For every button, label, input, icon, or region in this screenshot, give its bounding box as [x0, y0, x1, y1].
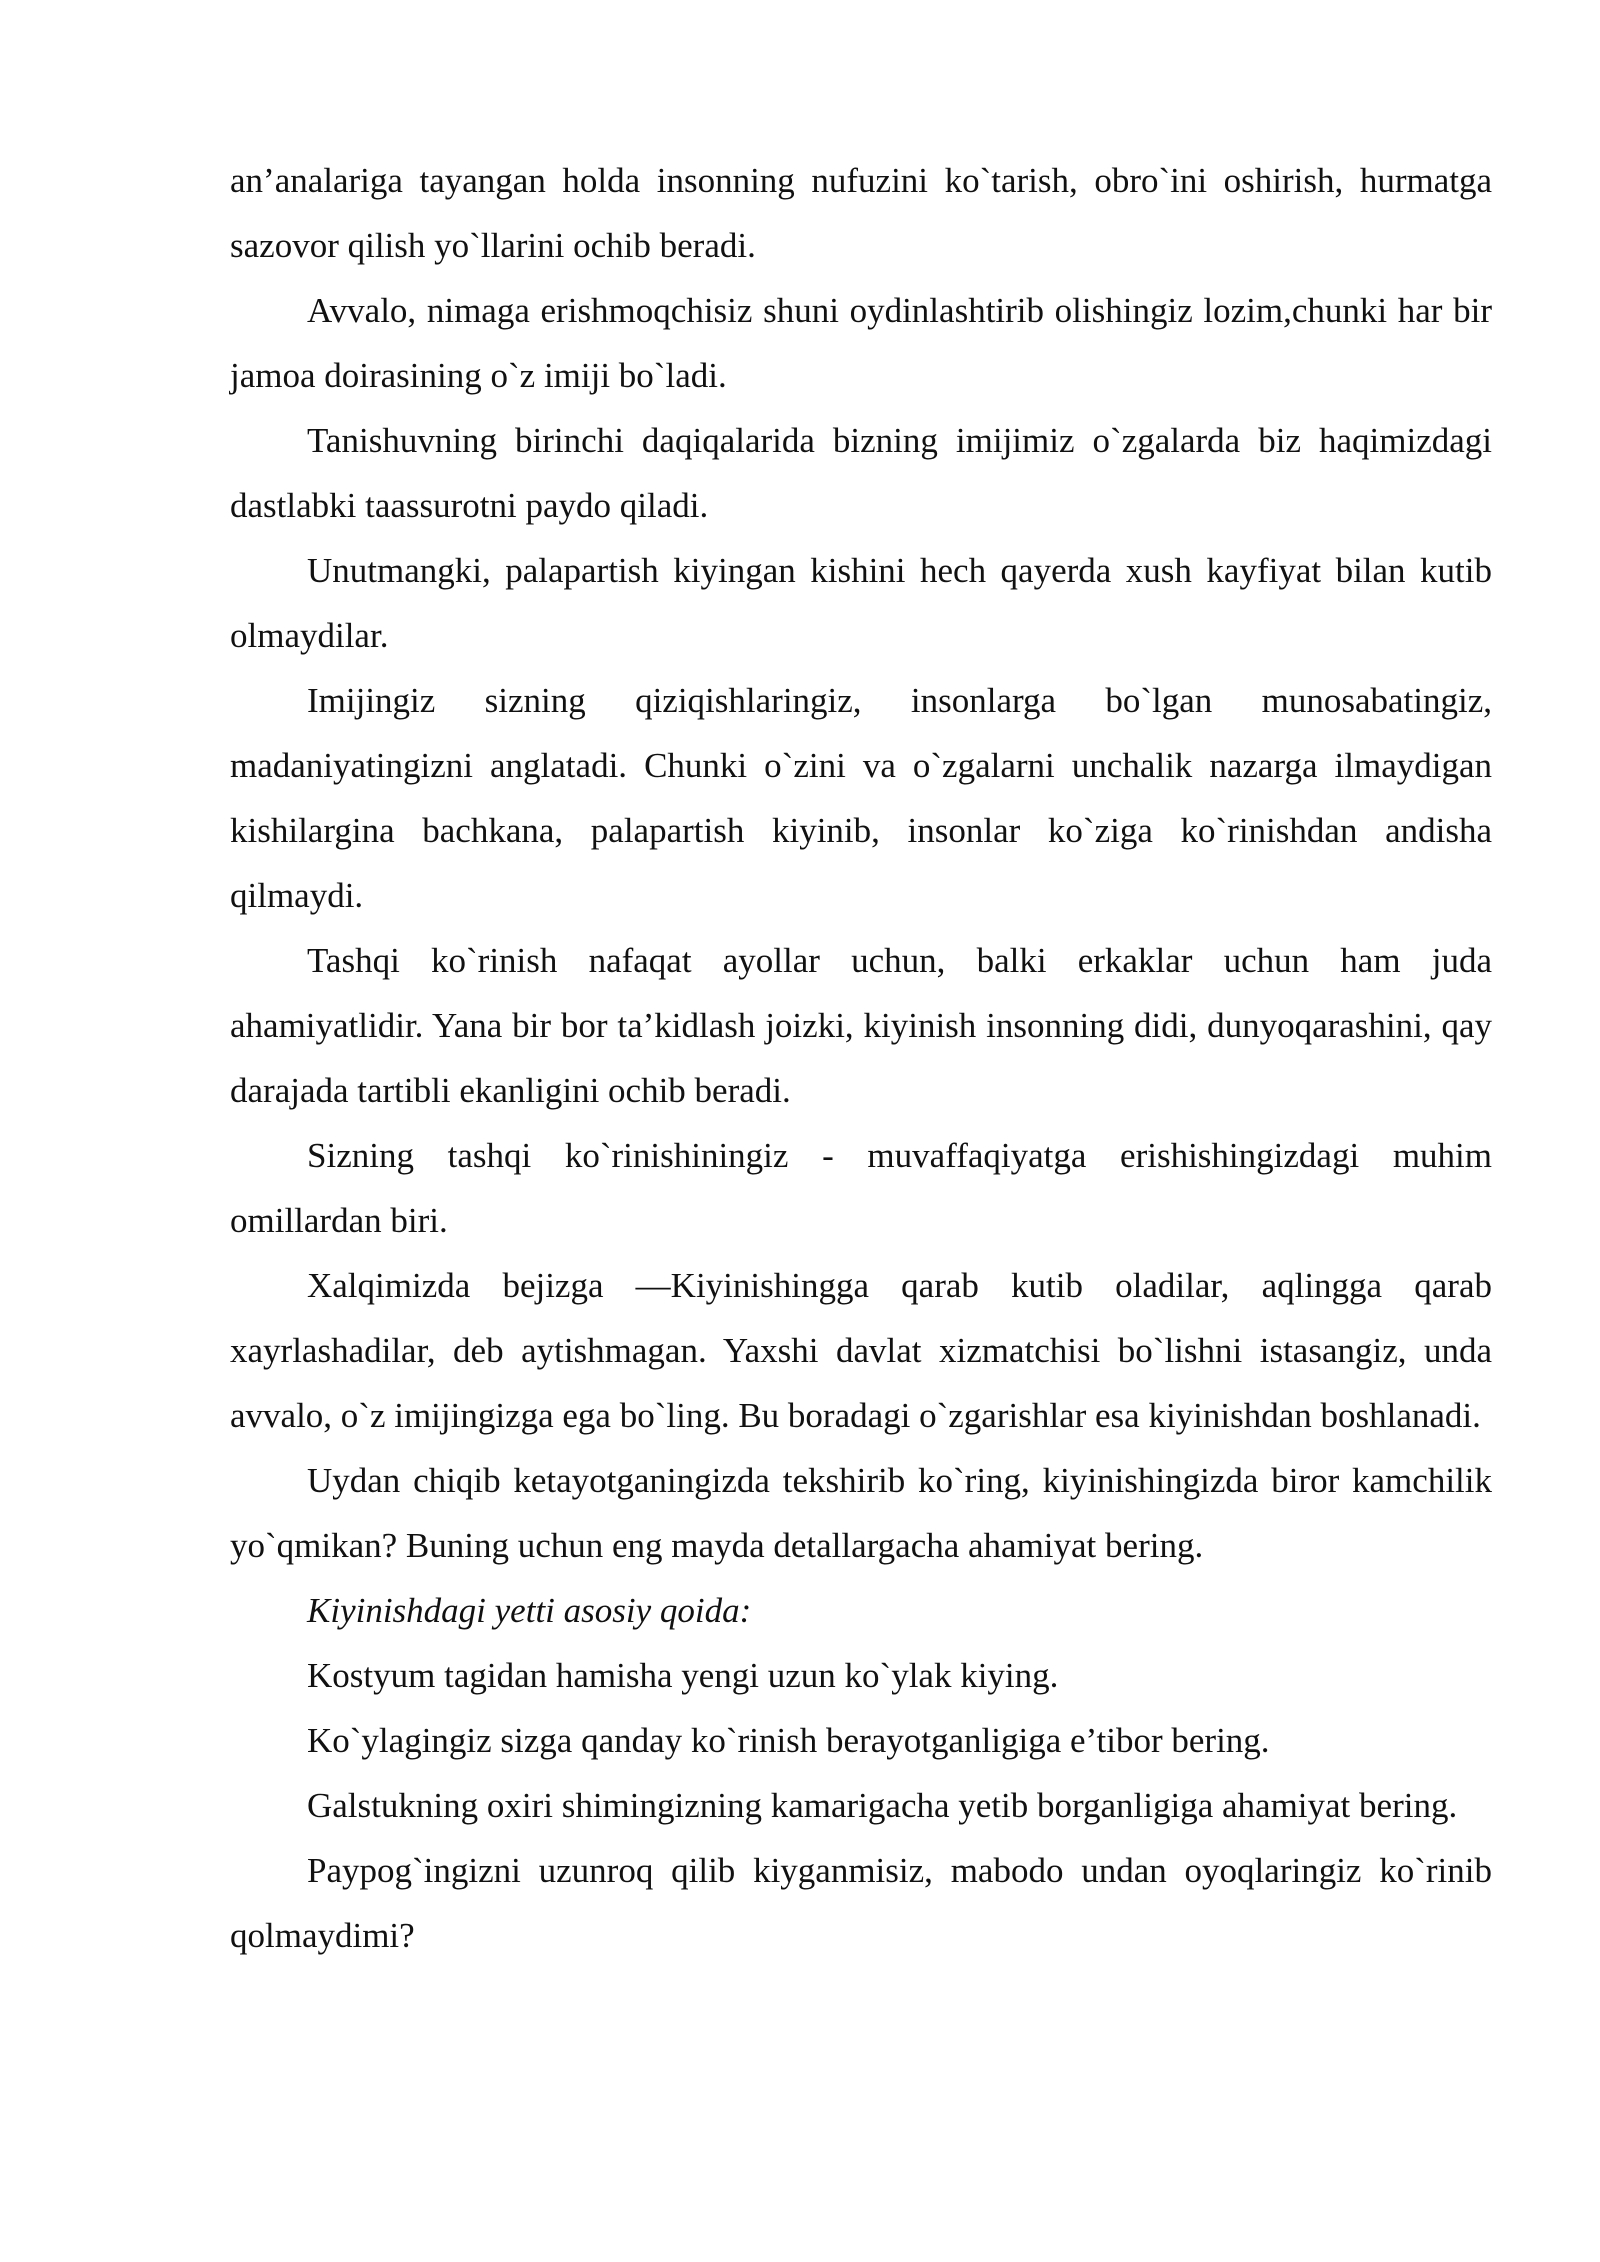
paragraph: Avvalo, nimaga erishmoqchisiz shuni oydinlashtirib olishingiz lozim,chunki har bir jamoa doirasining o`z imiji bo`ladi.: [230, 291, 1492, 395]
paragraph: Imijingiz sizning qiziqishlaringiz, insonlarga bo`lgan munosabatingiz, madaniyatingizni anglatadi. Chunki o`zini va o`zgalarni unchalik nazarga ilmaydigan kishilargina bachkana, palapartish kiyinib, insonlar ko`ziga ko`rinishdan andisha qilmaydi.: [230, 681, 1492, 915]
paragraph: Xalqimizda bejizga ―Kiyinishingga qarab kutib oladilar, aqlingga qarab xayrlashadilar, deb aytishmagan. Yaxshi davlat xizmatchisi bo`lishni istasangiz, unda avvalo, o`z imijingizga ega bo`ling. Bu boradagi o`zgarishlar esa kiyinishdan boshlanadi.: [230, 1266, 1492, 1435]
section-heading: Kiyinishdagi yetti asosiy qoida:: [307, 1591, 752, 1630]
document-body: [230, 148, 1492, 1968]
paragraph: Tashqi ko`rinish nafaqat ayollar uchun, balki erkaklar uchun ham juda ahamiyatlidir. Yana bir bor ta’kidlash joizki, kiyinish insonning didi, dunyoqarashini, qay darajada tartibli ekanligini ochib beradi.: [230, 941, 1492, 1110]
paragraph-continuation: an’analariga tayangan holda insonning nufuzini ko`tarish, obro`ini oshirish, hurmatga sazovor qilish yo`llarini ochib beradi.: [230, 161, 1492, 265]
paragraph: Uydan chiqib ketayotganingizda tekshirib ko`ring, kiyinishingizda biror kamchilik yo`qmikan? Buning uchun eng mayda detallargacha ahamiyat bering.: [230, 1461, 1492, 1565]
rule-item: Paypog`ingizni uzunroq qilib kiyganmisiz, mabodo undan oyoqlaringiz ko`rinib qolmaydimi?: [230, 1851, 1492, 1955]
paragraph: Unutmangki, palapartish kiyingan kishini hech qayerda xush kayfiyat bilan kutib olmaydilar.: [230, 551, 1492, 655]
rule-item: Ko`ylagingiz sizga qanday ko`rinish berayotganligiga e’tibor bering.: [307, 1721, 1270, 1760]
rule-item: Kostyum tagidan hamisha yengi uzun ko`ylak kiying.: [307, 1656, 1059, 1695]
rule-item: Galstukning oxiri shimingizning kamarigacha yetib borganligiga ahamiyat bering.: [307, 1786, 1458, 1825]
paragraph: Tanishuvning birinchi daqiqalarida bizning imijimiz o`zgalarda biz haqimizdagi dastlabki taassurotni paydo qiladi.: [230, 421, 1492, 525]
paragraph: Sizning tashqi ko`rinishiningiz - muvaffaqiyatga erishishingizdagi muhim omillardan biri.: [230, 1136, 1492, 1240]
